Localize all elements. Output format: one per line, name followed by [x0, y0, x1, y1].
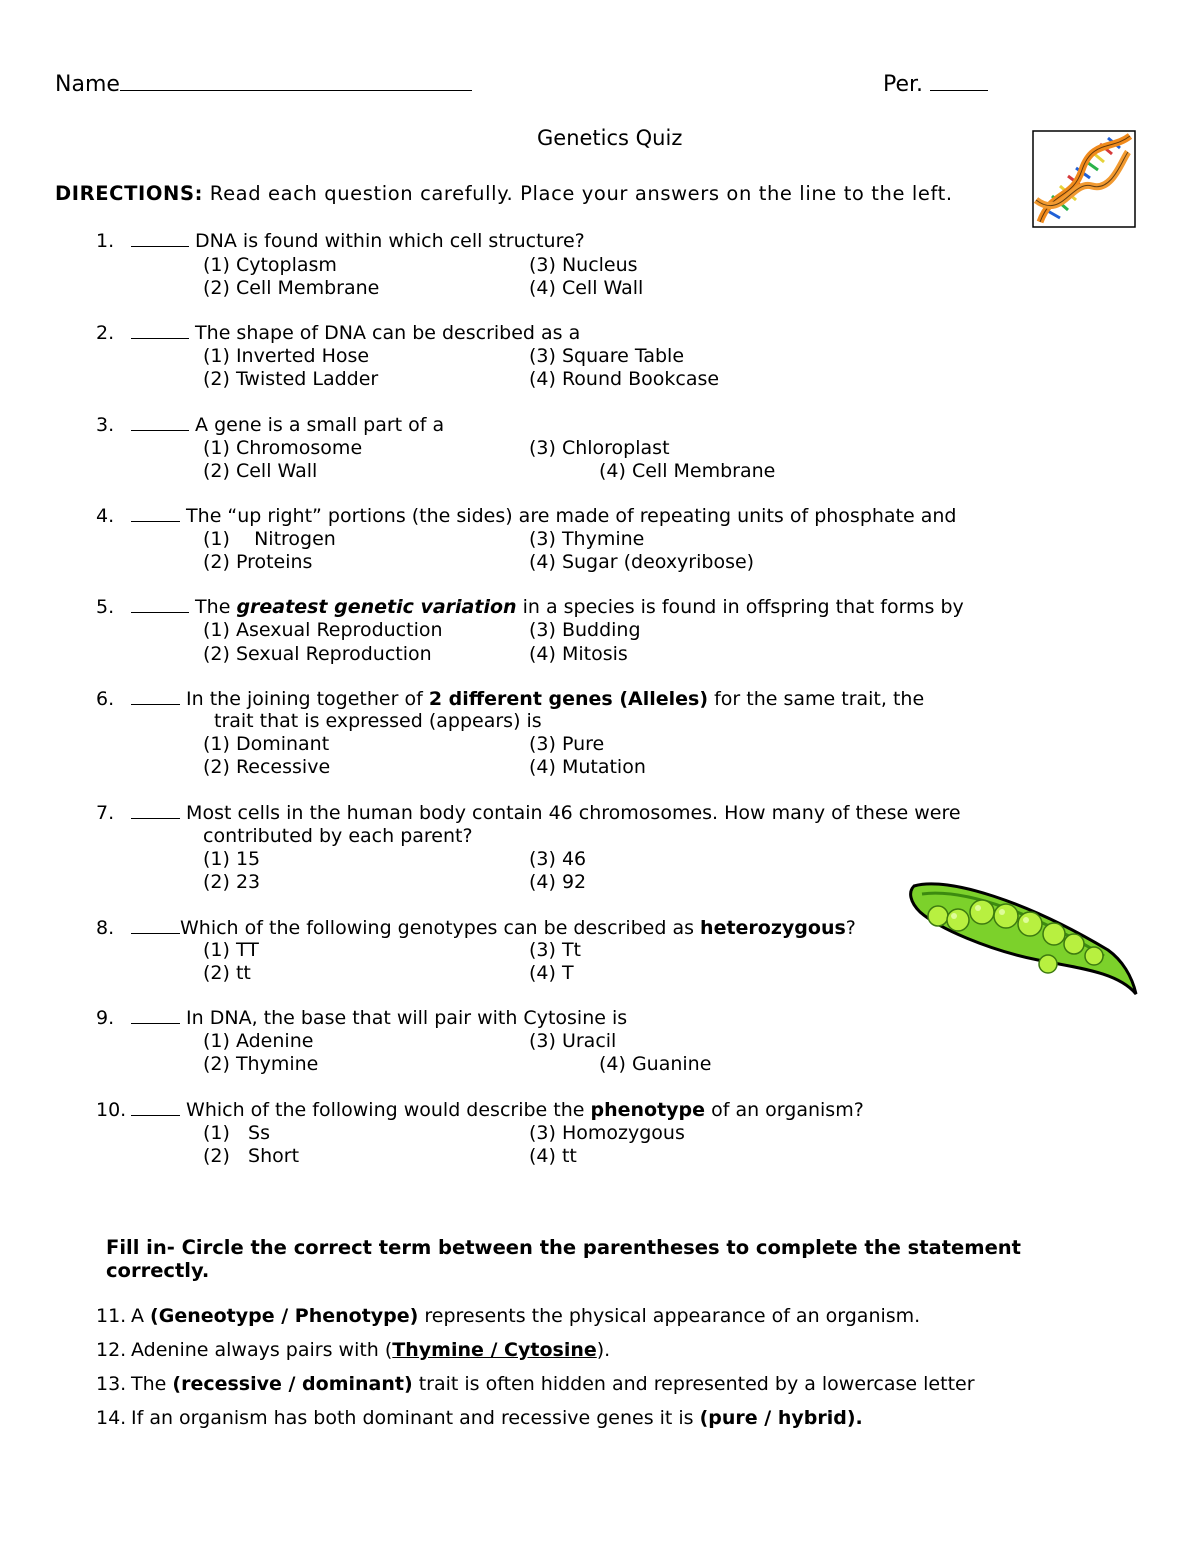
item-choice[interactable]: (Geneotype / Phenotype) [150, 1305, 419, 1327]
question-stem-row [131, 802, 961, 824]
question-stem-a: Which of the following would describe the [186, 1099, 591, 1121]
directions-label: DIRECTIONS: [55, 182, 203, 205]
item-choice[interactable]: (pure / hybrid). [699, 1407, 863, 1429]
item-text-a: A [131, 1305, 151, 1327]
question-number: 5. [96, 596, 115, 618]
question-stem-c: in a species is found in offspring that forms by [516, 596, 964, 618]
option-3: (3) 46 [529, 848, 587, 870]
dna-helix-icon [1032, 130, 1136, 228]
item-choice[interactable]: (recessive / dominant) [172, 1373, 413, 1395]
question-stem-c: for the same trait, the [708, 688, 925, 710]
answer-blank[interactable] [131, 817, 180, 819]
name-label: Name [55, 72, 120, 97]
question-stem-c: of an organism? [705, 1099, 864, 1121]
name-line[interactable] [120, 90, 472, 91]
option-1: (1) Cytoplasm [203, 254, 337, 276]
item-text [131, 1305, 920, 1327]
question-number: 10. [96, 1099, 127, 1121]
period-line[interactable] [930, 90, 988, 91]
question-stem-row [131, 596, 964, 618]
option-2: (2) Proteins [203, 551, 313, 573]
item-text-a: Adenine always pairs with ( [131, 1339, 393, 1361]
question-stem-row [131, 1099, 864, 1121]
directions-text: Read each question carefully. Place your answers on the line to the left. [203, 182, 953, 205]
option-2: (2) Thymine [203, 1053, 319, 1075]
question-stem-a: Which of the following genotypes can be described as [180, 917, 701, 939]
question-number: 4. [96, 505, 115, 527]
question-stem-emphasis: heterozygous [700, 917, 846, 939]
option-4: (4) Cell Membrane [599, 460, 776, 482]
period-label: Per. [883, 72, 924, 97]
question-stem-c: ? [845, 917, 856, 939]
option-4: (4) Cell Wall [529, 277, 644, 299]
item-number: 14. [96, 1407, 127, 1429]
answer-blank[interactable] [131, 703, 180, 705]
item-choice[interactable]: Thymine / Cytosine [392, 1339, 597, 1361]
option-4: (4) T [529, 962, 574, 984]
option-2: (2) tt [203, 962, 251, 984]
option-3: (3) Chloroplast [529, 437, 670, 459]
option-1: (1) Asexual Reproduction [203, 619, 443, 641]
fill-in-heading-line-1: Fill in- Circle the correct term between the parentheses to complete the statement [106, 1236, 1021, 1259]
option-3: (3) Pure [529, 733, 605, 755]
option-2: (2) Recessive [203, 756, 331, 778]
answer-blank[interactable] [131, 1114, 180, 1116]
question-stem-row [131, 230, 585, 252]
fill-in-heading-line-2: correctly. [106, 1259, 210, 1282]
option-3: (3) Homozygous [529, 1122, 685, 1144]
question-number: 3. [96, 414, 115, 436]
option-2: (2) Short [203, 1145, 300, 1167]
question-number: 7. [96, 802, 115, 824]
period-field[interactable] [883, 72, 988, 97]
question-number: 2. [96, 322, 115, 344]
answer-blank[interactable] [131, 520, 180, 522]
option-1: (1) Adenine [203, 1030, 314, 1052]
question-stem: The “up right” portions (the sides) are made of repeating units of phosphate and [186, 505, 957, 527]
option-3: (3) Nucleus [529, 254, 638, 276]
option-1: (1) Ss [203, 1122, 270, 1144]
question-stem: A gene is a small part of a [195, 414, 445, 436]
option-4: (4) tt [529, 1145, 577, 1167]
option-4: (4) 92 [529, 871, 587, 893]
item-number: 11. [96, 1305, 127, 1327]
question-stem: Most cells in the human body contain 46 chromosomes. How many of these were [186, 802, 961, 824]
option-4: (4) Sugar (deoxyribose) [529, 551, 755, 573]
directions [55, 182, 953, 205]
answer-blank[interactable] [131, 932, 180, 934]
option-3: (3) Thymine [529, 528, 645, 550]
question-stem-continued: trait that is expressed (appears) is [214, 710, 542, 732]
option-2: (2) Cell Membrane [203, 277, 380, 299]
item-number: 12. [96, 1339, 127, 1361]
answer-blank[interactable] [131, 1022, 180, 1024]
item-number: 13. [96, 1373, 127, 1395]
option-1: (1) Nitrogen [203, 528, 336, 550]
question-stem-continued: contributed by each parent? [203, 825, 473, 847]
question-stem-row [131, 1007, 627, 1029]
question-number: 9. [96, 1007, 115, 1029]
option-2: (2) Sexual Reproduction [203, 643, 432, 665]
option-2: (2) 23 [203, 871, 261, 893]
answer-blank[interactable] [131, 245, 189, 247]
option-1: (1) Chromosome [203, 437, 363, 459]
item-text [131, 1407, 863, 1429]
question-number: 8. [96, 917, 115, 939]
item-text-c: trait is often hidden and represented by a lowercase letter [412, 1373, 975, 1395]
question-stem-emphasis: phenotype [590, 1099, 706, 1121]
question-stem-row [131, 322, 580, 344]
question-stem-row [131, 505, 956, 527]
answer-blank[interactable] [131, 337, 189, 339]
option-3: (3) Tt [529, 939, 582, 961]
question-stem: In DNA, the base that will pair with Cytosine is [186, 1007, 628, 1029]
question-stem-row [131, 414, 444, 436]
option-1: (1) 15 [203, 848, 261, 870]
option-4: (4) Mitosis [529, 643, 628, 665]
option-3: (3) Uracil [529, 1030, 617, 1052]
answer-blank[interactable] [131, 429, 189, 431]
question-stem-a: In the joining together of [186, 688, 429, 710]
question-stem: DNA is found within which cell structure? [195, 230, 585, 252]
option-1: (1) TT [203, 939, 259, 961]
page-title: Genetics Quiz [537, 126, 683, 150]
question-number: 1. [96, 230, 115, 252]
question-stem-a: The [195, 596, 237, 618]
item-text [131, 1339, 610, 1361]
option-2: (2) Cell Wall [203, 460, 318, 482]
item-text-a: If an organism has both dominant and recessive genes it is [131, 1407, 700, 1429]
question-stem-row [131, 917, 856, 939]
option-1: (1) Inverted Hose [203, 345, 370, 367]
option-4: (4) Guanine [599, 1053, 712, 1075]
option-1: (1) Dominant [203, 733, 330, 755]
option-4: (4) Mutation [529, 756, 646, 778]
option-3: (3) Budding [529, 619, 641, 641]
option-4: (4) Round Bookcase [529, 368, 720, 390]
question-stem: The shape of DNA can be described as a [195, 322, 581, 344]
question-stem-emphasis: greatest genetic variation [236, 596, 517, 618]
question-number: 6. [96, 688, 115, 710]
item-text-c: represents the physical appearance of an organism. [418, 1305, 921, 1327]
pea-pod-icon [908, 872, 1140, 1000]
answer-blank[interactable] [131, 611, 189, 613]
item-text-a: The [131, 1373, 173, 1395]
question-stem-row [131, 688, 924, 710]
name-field[interactable] [55, 72, 472, 97]
option-3: (3) Square Table [529, 345, 685, 367]
item-text-c: ). [596, 1339, 611, 1361]
question-stem-emphasis: 2 different genes (Alleles) [428, 688, 709, 710]
option-2: (2) Twisted Ladder [203, 368, 379, 390]
item-text [131, 1373, 975, 1395]
fill-in-heading [106, 1236, 1021, 1282]
